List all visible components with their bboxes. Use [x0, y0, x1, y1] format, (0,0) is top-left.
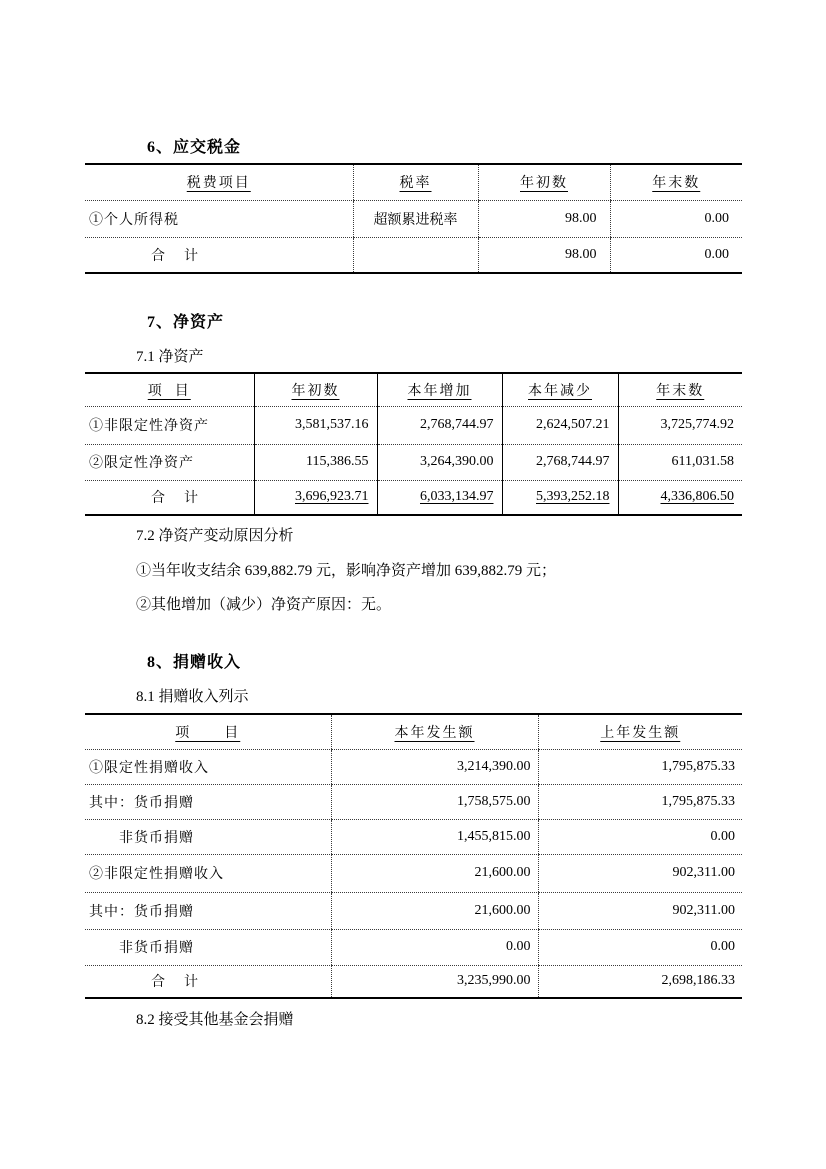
cell-item: 非货币捐赠: [85, 929, 331, 965]
header-cell-item: [85, 373, 254, 406]
header-cell-current-year: [331, 714, 538, 749]
cell-prior-value: 902,311.00: [538, 892, 742, 929]
tax-payable-table: [85, 163, 742, 274]
cell-prior-value: 902,311.00: [538, 854, 742, 892]
cell-item: 其中：货币捐赠: [85, 892, 331, 929]
cell-decrease-value: 2,768,744.97: [502, 444, 618, 480]
cell-begin-value: 98.00: [478, 237, 610, 273]
cell-prior-value: 1,795,875.33: [538, 749, 742, 784]
cell-current-value: 0.00: [331, 929, 538, 965]
header-cell-item: [85, 714, 331, 749]
net-assets-change-reason-2: ②其他增加（减少）净资产原因：无。: [136, 597, 392, 613]
header-cell-prior-year: [538, 714, 742, 749]
total-value: 3,696,923.71: [295, 489, 369, 505]
table-row: [85, 406, 742, 444]
header-label: 税率: [399, 176, 432, 192]
table-total-row: [85, 237, 742, 273]
cell-item: ①限定性捐赠收入: [85, 749, 331, 784]
cell-current-value: 3,235,990.00: [331, 965, 538, 998]
header-cell-item: [85, 164, 353, 200]
table-row: [85, 784, 742, 819]
cell-item: 其中：货币捐赠: [85, 784, 331, 819]
header-label: 本年发生额: [394, 725, 475, 741]
section-7-title: 7、净资产: [147, 314, 225, 331]
cell-end-value: [618, 480, 742, 515]
header-label: 税费项目: [186, 176, 251, 192]
cell-current-value: 3,214,390.00: [331, 749, 538, 784]
cell-decrease-value: 2,624,507.21: [502, 406, 618, 444]
cell-rate: [353, 237, 478, 273]
cell-increase-value: 3,264,390.00: [377, 444, 502, 480]
cell-item: ①个人所得税: [85, 200, 353, 237]
section-8-title: 8、捐赠收入: [147, 654, 242, 671]
total-value: 6,033,134.97: [420, 489, 494, 505]
cell-begin-value: 115,386.55: [254, 444, 377, 480]
section-8-2-subtitle: 8.2 接受其他基金会捐赠: [136, 1012, 294, 1028]
table-row: [85, 854, 742, 892]
header-label: 年初数: [291, 383, 340, 399]
cell-begin-value: 98.00: [478, 200, 610, 237]
cell-total-label: 合 计: [151, 975, 199, 991]
cell-begin-value: [254, 480, 377, 515]
table-header-row: [85, 373, 742, 406]
header-cell-increase: [377, 373, 502, 406]
cell-item: 非货币捐赠: [85, 819, 331, 854]
cell-current-value: 1,758,575.00: [331, 784, 538, 819]
header-cell-end: [610, 164, 742, 200]
cell-end-value: 0.00: [610, 237, 742, 273]
cell-total-label: 合 计: [151, 491, 199, 507]
table-row: [85, 200, 742, 237]
header-label: 项 目: [175, 725, 241, 741]
header-label: 本年增加: [407, 383, 472, 399]
cell-item: ①非限定性净资产: [85, 406, 254, 444]
net-assets-change-reason-1: ①当年收支结余 639,882.79 元，影响净资产增加 639,882.79 元；: [136, 563, 557, 579]
cell-total-label: 合 计: [151, 248, 199, 264]
header-label: 年末数: [656, 383, 705, 399]
cell-current-value: 1,455,815.00: [331, 819, 538, 854]
total-value: 5,393,252.18: [536, 489, 610, 505]
cell-item: ②非限定性捐赠收入: [85, 854, 331, 892]
table-header-row: [85, 164, 742, 200]
section-7-1-subtitle: 7.1 净资产: [136, 349, 204, 365]
header-cell-decrease: [502, 373, 618, 406]
cell-end-value: 0.00: [610, 200, 742, 237]
header-label: 上年发生额: [600, 725, 681, 741]
cell-rate: 超额累进税率: [353, 200, 478, 237]
table-row: [85, 929, 742, 965]
section-8-1-subtitle: 8.1 捐赠收入列示: [136, 689, 249, 705]
cell-increase-value: [377, 480, 502, 515]
header-cell-begin: [254, 373, 377, 406]
header-label: 年末数: [652, 176, 701, 192]
header-cell-end: [618, 373, 742, 406]
header-label: 年初数: [520, 176, 568, 192]
cell-increase-value: 2,768,744.97: [377, 406, 502, 444]
table-total-row: [85, 480, 742, 515]
table-row: [85, 892, 742, 929]
net-assets-table: [85, 372, 742, 516]
cell-begin-value: 3,581,537.16: [254, 406, 377, 444]
cell-prior-value: 2,698,186.33: [538, 965, 742, 998]
header-cell-rate: [353, 164, 478, 200]
header-label: 本年减少: [528, 383, 592, 399]
cell-item: ②限定性净资产: [85, 444, 254, 480]
cell-prior-value: 1,795,875.33: [538, 784, 742, 819]
table-row: [85, 819, 742, 854]
section-7-2-subtitle: 7.2 净资产变动原因分析: [136, 528, 294, 544]
cell-prior-value: 0.00: [538, 929, 742, 965]
table-header-row: [85, 714, 742, 749]
total-value: 4,336,806.50: [660, 489, 734, 505]
donation-income-table: [85, 713, 742, 999]
table-total-row: [85, 965, 742, 998]
cell-current-value: 21,600.00: [331, 854, 538, 892]
table-row: [85, 749, 742, 784]
cell-end-value: 611,031.58: [618, 444, 742, 480]
cell-decrease-value: [502, 480, 618, 515]
header-cell-begin: [478, 164, 610, 200]
cell-current-value: 21,600.00: [331, 892, 538, 929]
cell-prior-value: 0.00: [538, 819, 742, 854]
cell-end-value: 3,725,774.92: [618, 406, 742, 444]
header-label: 项 目: [147, 383, 191, 399]
table-row: [85, 444, 742, 480]
section-6-title: 6、应交税金: [147, 139, 242, 156]
